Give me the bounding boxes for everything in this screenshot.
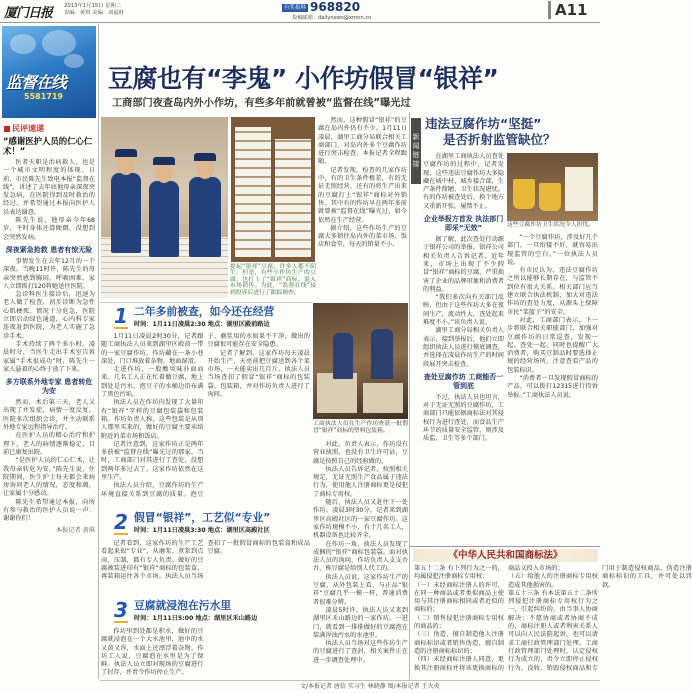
inspector-figure	[189, 177, 221, 257]
issue-date: 2013年1月15日 星期二	[64, 3, 122, 9]
section-body	[101, 540, 310, 597]
section-number: 3	[114, 598, 128, 622]
paragraph: 对此，工商部门表示，下一步将联合相关职能部门，加强对豆腐作坊的日常巡查，发现一起、查处一起，同时也提醒广大消费者，购买豆制品时要选择正规的经营场所，注意查看产品的包装标识。	[507, 316, 598, 374]
paragraph: 记者看到，这家作坊的生产工艺看起来很“专业”，从磨浆、煮浆到点卤、压制，都有专人负责。做好的豆腐被装进印有“银祥”商标的包装盒，再装箱运往各个市场。执法人员当场查扣了一批假冒商标的包装盒和成品豆腐。	[101, 540, 310, 581]
paragraph: 执法人员说，这家作坊生产的豆腐，从外包装上看，与正品“银祥”豆腐几乎一模一样，普通消费者很难分辨。	[313, 573, 408, 606]
related-subhead: 查处豆腐作坊 工商能否一管到底	[423, 372, 504, 390]
law-box-text	[414, 565, 692, 675]
submission-email: 投稿邮箱：dailynews@xmnn.cn	[292, 15, 372, 21]
supervision-online-phone: 5581719	[24, 92, 63, 101]
paragraph: 随后，执法人员又赶往下一处作坊。凌晨3时30分，记者来到湖里区高殿社区的一家豆腐作坊。这家作坊规模不小，有十几名工人，机器设备也比较齐全。	[313, 499, 408, 540]
paragraph: 据介绍，这些作坊生产的豆腐大多销往岛内外的菜市场、饭店和食堂，每天的销量不小。	[318, 224, 407, 249]
paragraph: 急诊科医生接诊后，迅速为老人做了检查，初步诊断为急性心肌梗死。情况十分危急，医院立即启动绿色通道，心内科专家连夜赶到医院，为老人实施了急诊手术。	[3, 291, 95, 340]
packing-boxes	[317, 373, 357, 413]
paragraph: 事情发生在去年12月的一个深夜。当晚11时许，陈先生的母亲突然感到胸闷、呼吸困难，家人立即拨打120将她送往医院。	[3, 257, 95, 290]
photo-caption: 工商执法人员在生产作坊查获一批假冒“银祥”商标的塑料包装箱。	[313, 421, 408, 434]
main-subheadline: 工商部门夜查岛内外小作坊，有些多年前就曾被“监督在线”曝光过	[112, 98, 411, 109]
speech-bubble-icon	[42, 30, 76, 56]
tofu-stack	[275, 139, 311, 257]
inspector-figure	[111, 173, 141, 253]
header-rule	[0, 22, 600, 23]
section-label-text: 民评速递	[12, 124, 44, 133]
paragraph: “是医护人员的仁心仁术，让我母亲转危为安。”陈先生说，住院期间，医生护士每天都会来病房询问老人的情况，态度和蔼，让家属十分感动。	[3, 457, 95, 498]
inspector-cap	[194, 153, 216, 161]
paragraph: 陈先生说，他母亲今年68岁，平时身体还算硬朗，没想到会突然发病。	[3, 217, 95, 241]
law-clause: （一）未经商标注册人的许可，在同一种商品或者类似商品上使用与其注册商标相同或者近似的商标的；	[414, 581, 504, 614]
law-clause: （五）给他人的注册商标专用权造成其他损害的。	[508, 573, 598, 589]
section-number: 2	[114, 510, 128, 534]
paragraph: 陈先生希望通过本报，向所有参与救治的医护人员说一声：谢谢你们！	[3, 498, 95, 523]
paragraph: 记者发现，检查的几家作坊中，有的卫生条件极差，有的无证无照经营，还有的将生产出来的豆腐打上“银祥”商标对外销售。其中有的作坊早在两年多前就曾被“监督在线”曝光过，如今依然在生产经营。	[318, 166, 407, 224]
yellow-bucket	[539, 183, 561, 211]
tofu-slab	[565, 167, 593, 211]
law-box-title: 《中华人民共和国商标法》	[413, 549, 598, 562]
supervision-online-logo	[2, 26, 96, 118]
related-headline-line: 违法豆腐作坊“坚挺”	[425, 116, 542, 131]
paragraph: 凌晨5时许，执法人员又来到湖里区禾山路边的一家作坊。一进门，就看到一排排做好的豆腐泡在装满浑浊污水的水池里。	[313, 606, 408, 639]
sidebar-article	[3, 136, 95, 676]
lead-text	[318, 117, 407, 300]
paragraph: 在医护人员的精心治疗和护理下，老人的病情逐渐稳定，目前已康复出院。	[3, 432, 95, 456]
section-subtitle: 时间：1月11日5:00 地点：湖里区禾山路边	[134, 615, 258, 622]
photo-workshop	[313, 303, 408, 419]
related-headline	[425, 116, 597, 148]
worker-figure	[333, 333, 353, 379]
hotline-label: 有奖报料	[284, 5, 307, 11]
photo-tofu-workshop	[507, 153, 598, 221]
paragraph: 有市民认为，违法豆腐作坊之所以能够长期存在，与监管不到位有很大关系。相关部门应当建立联合执法机制，加大对违法作坊的查处力度，从源头上保障市民“菜篮子”的安全。	[507, 267, 598, 316]
footer-rule	[100, 680, 600, 681]
law-article: 第五十三条 有本法第五十二条所列侵犯注册商标专用权行为之一，引起纠纷的，由当事人协商解决；不愿协商或者协商不成的，商标注册人或者利害关系人可以向人民法院起诉，也可以请求工商行政管理部门处理。工商行政管理部门处理时，认定侵权行为成立的，责令立即停止侵权行为，没收、销毁侵权商品和专门用于制造侵权商品、伪造注册商标标识的工具，并可处以罚款。	[508, 565, 692, 672]
editors-credit: 责编：黄琪 美编：刘福财	[64, 10, 124, 16]
paragraph: 记者了解到，这家作坊每天凌晨开始生产，天亮前把豆腐送到各个菜市场，一天能卖出几百斤。执法人员当场查扣了假冒“银祥”商标的包装袋、包装箱，并对作坊负责人进行了询问。	[207, 349, 310, 399]
paragraph: 湖里工商分局相关负责人表示，接到举报后，他们立即组织执法人员进行摸底调查，并选择在凌晨作坊生产的时间段展开突击检查。	[423, 327, 504, 368]
paragraph: 然而，术后第三天，老人又出现了并发症，病情一度反复。医院多次组织会诊，并主动联系外地专家远程指导治疗。	[3, 399, 95, 432]
paragraph: “我们多次向有关部门反映，但由于这些作坊大多在夜间生产，流动性大，查处起来难度不小。”该负责人说。	[423, 294, 504, 327]
related-subhead: 企业举报方首发 执法部门即采“无效”	[423, 215, 504, 233]
paragraph: 执法人员介绍，豆腐作坊的生产环境直接关系到豆腐的质量。泡豆子、磨浆用的水如果不干净，做出的豆腐很可能存在安全隐患。	[101, 333, 310, 498]
lead-caption: 提起“银祥”豆腐，许多人都不陌生。但是，有些小作坊生产的豆腐，也打上了“银祥”商标，混入市场销售。为此，“监督在线”接到投诉后进行了跟踪调查。	[230, 264, 316, 296]
section-title: 二年多前被查，如今还在经营	[134, 305, 275, 318]
section-title: 假冒“银祥”，工艺似“专业”	[134, 511, 271, 524]
law-clause: （四）未经商标注册人同意，更换其注册商标并将该更换商标的商品又投入市场的；	[414, 565, 564, 672]
paragraph: 执法人员告诉记者，按照相关规定，无证无照生产食品属于违法行为，使用他人注册商标更是侵犯了商标专用权。	[313, 465, 408, 498]
paragraph: 据了解，此次查处行动源于银祥公司的举报。银祥公司相关负责人告诉记者，近年来，市场上出现了不少假冒“银祥”商标的豆腐，严重损害了企业的品牌形象和消费者的利益。	[423, 236, 504, 293]
inspector-cap	[115, 149, 137, 157]
section-subtitle: 时间：1月11日凌晨2:30 地点：湖里区殿前路边	[134, 321, 270, 328]
worker-figure	[371, 329, 393, 379]
paragraph: 1月11日凌晨2时30分，记者跟随工商执法人员来到湖里区殿前一带的一家豆腐作坊。作坊藏在一条小巷深处，门口堆放着杂物，地面湿滑。	[101, 333, 204, 365]
inspector-figure	[149, 181, 179, 257]
footer-byline: 文/本报记者 唐信 实习生 林晓静 图/本报记者 王火炎	[300, 683, 440, 690]
law-clause: （三）伪造、擅自制造他人注册商标标识或者销售伪造、擅自制造的注册商标标识的；	[414, 631, 504, 655]
section-title: 豆腐就浸泡在污水里	[134, 599, 232, 612]
tofu-stack	[235, 127, 271, 257]
page-number: A11	[548, 1, 587, 19]
newspaper-logo: 厦门日报	[4, 6, 53, 21]
related-column	[423, 153, 504, 541]
issue-info	[64, 3, 124, 17]
sidebar-subhead: 多方联系外地专家 患者转危为安	[5, 378, 93, 396]
paragraph: “消费者一旦发现假冒商标的产品，可以拨打12315进行投诉举报。”工商执法人员说。	[507, 375, 598, 399]
packing-boxes	[363, 383, 403, 413]
hotline-number: 968820	[310, 0, 361, 14]
paragraph: 然而，这种假冒“银祥”的豆腐在岛内外仍有不少。1月11日凌晨，湖里工商分局联合相关工商部门，对岛内外多个豆腐作坊进行突击检查，本报记者全程跟随。	[318, 117, 407, 166]
speech-bubble-icon	[10, 34, 36, 54]
article-column	[313, 441, 408, 679]
square-bullet-icon	[4, 126, 10, 132]
sidebar-article-title: “感谢医护人员的仁心仁术！”	[3, 136, 93, 156]
law-box-rule	[410, 546, 600, 547]
paragraph: 在作坊一角，执法人员发现了成捆的“银祥”商标包装袋。面对执法人员的询问，作坊负责人支支吾吾，称豆腐是给别人代工的。	[313, 540, 408, 573]
sidebar-byline: 本报记者 黄琪	[55, 526, 95, 534]
law-clause: （二）销售侵犯注册商标专用权的商品的；	[414, 614, 504, 631]
speech-bubble-icon	[64, 54, 84, 68]
section-subtitle: 时间：1月11日凌晨3:30 地点：湖里区高殿社区	[134, 527, 270, 534]
supervision-online-title: 监督在线	[6, 73, 67, 92]
main-headline: 豆腐也有“李鬼” 小作坊假冒“银祥”	[108, 64, 499, 93]
inspector-cap	[153, 157, 175, 165]
paragraph: 走进作坊，一股酸臭味扑面而来。几名工人正在忙着做豆腐，地上到处是污水，泡豆子的水桶边沿布满了黑色污垢。	[101, 366, 204, 399]
paragraph: 执法人员当场对这些作坊生产的豆腐进行了查封，相关案件正在进一步调查处理中。	[313, 640, 408, 664]
paragraph: 对此，负责人表示，作坊没有营业执照，也没有卫生许可证，豆腐是按照自己的经验做的。	[313, 441, 408, 465]
paragraph: 在湖里工商执法人员查处豆腐作坊的过程中，记者发现，这些违法豆腐作坊大多隐藏在城中村、城乡接合部，生产条件简陋，卫生状况堪忧。有的作坊被查处后，换个地方又重新开张，屡禁不止。	[423, 153, 504, 210]
section-number: 1	[114, 304, 128, 328]
paragraph: 手术持续了两个多小时。凌晨时分，当医生走出手术室告诉家属“手术很成功”时，陈先生一家人悬着的心终于放了下来。	[3, 340, 95, 373]
section-body	[101, 628, 310, 678]
photo-tofu-stacks	[231, 117, 315, 262]
column-divider	[98, 24, 99, 679]
paragraph: 作坊里到处都是积水，做好的豆腐就浸泡在一个大水池里，池中的水又黄又浑，水面上还漂浮着杂物。作坊工人说，豆腐泡在水里是为了保鲜。执法人员立即对现场的豆腐进行了封存，并责令作坊停止生产。	[101, 628, 204, 677]
paragraph: “一个豆腐作坊，涉及好几个部门，一旦衔接不好，就容易出现监管的空白。”一位执法人员说。	[507, 234, 598, 266]
related-column	[507, 234, 598, 541]
paragraph: 记者注意到，这家作坊正是两年多前被“监督在线”曝光过的那家。当时，工商部门对其进行了查处，没想到两年多过去了，这家作坊依然在这里生产。	[101, 440, 204, 482]
section-body	[101, 333, 310, 507]
sidebar-subhead: 深夜紧急抢救 患者有惊无险	[5, 245, 93, 254]
news-link-label: 新闻链接	[411, 118, 421, 184]
yellow-bucket	[513, 179, 535, 209]
paragraph: 执法人员在作坊内发现了大量印有“银祥”字样的豆腐包装袋和包装箱。作坊负责人称，这些包装是从别人那里买来的，做好的豆腐主要卖给附近的菜市场和饭店。	[101, 399, 204, 440]
paragraph: 医者天职是治病救人，也是一个城市文明程度的体现。日前，市民陈先生致电本报“监督在线”，讲述了去年底他母亲深夜突发急病，在医院得到及时救治的经过，并希望通过本报向医护人员表达谢意。	[3, 159, 95, 216]
section-rule	[100, 302, 312, 303]
photo-caption: 这些豆腐作坊卫生状况令人担忧。	[507, 222, 594, 228]
law-article: 第五十二条 有下列行为之一的，均属侵犯注册商标专用权：	[414, 565, 504, 581]
related-headline-line: 是否折射监管缺位？	[443, 132, 556, 147]
paragraph: 不过，执法人员也坦言，对于无证无照的豆腐作坊，工商部门只能依据商标法对其侵权行为进行查处，而食品生产环节的质量安全监管，则涉及质监、卫生等多个部门。	[423, 393, 504, 443]
column-divider	[409, 112, 410, 679]
section-label	[4, 123, 44, 134]
photo-inspectors	[101, 117, 228, 298]
